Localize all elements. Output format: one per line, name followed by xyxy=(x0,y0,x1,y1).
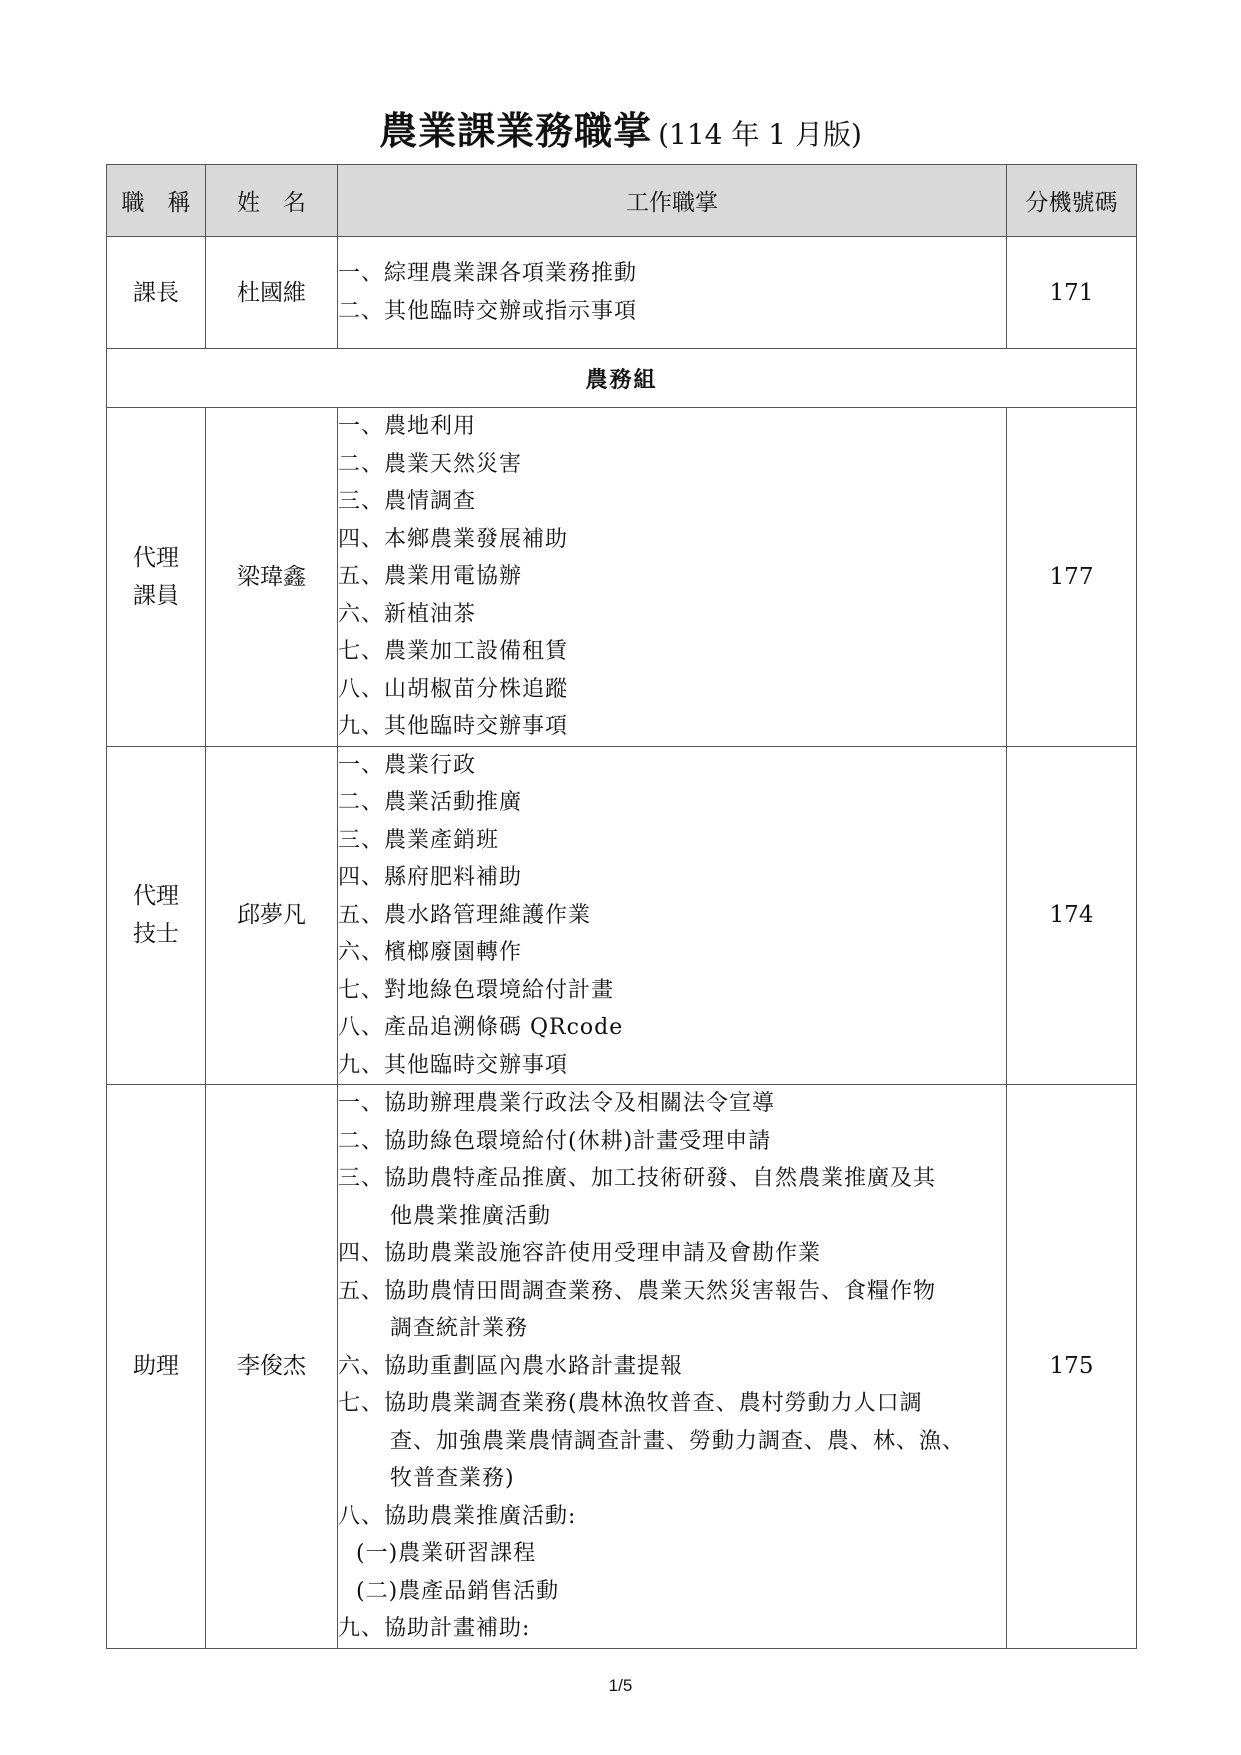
duty-item: 六、新植油茶 xyxy=(338,601,477,627)
duty-item: 五、協助農情田間調查業務、農業天然災害報告、食糧作物 xyxy=(338,1278,937,1304)
job-title-line: 助理 xyxy=(133,1353,179,1380)
job-title-line: 代理 xyxy=(133,883,179,910)
duty-item: 八、產品追溯條碼 QRcode xyxy=(338,1015,624,1040)
header-extension: 分機號碼 xyxy=(1007,165,1137,237)
duty-item: 八、山胡椒苗分株追蹤 xyxy=(338,676,569,702)
staff-name: 邱夢凡 xyxy=(206,746,338,1085)
duty-item: 三、農情調查 xyxy=(338,489,477,514)
duty-item: 他農業推廣活動 xyxy=(390,1203,552,1229)
header-duties: 工作職掌 xyxy=(338,165,1007,237)
table-row xyxy=(107,1085,1137,1649)
duty-item: 四、縣府肥料補助 xyxy=(338,865,523,890)
job-title-line: 技士 xyxy=(133,921,179,948)
duty-item: (二)農產品銷售活動 xyxy=(356,1578,560,1604)
duty-item: 四、本鄉農業發展補助 xyxy=(338,526,569,552)
header-row xyxy=(107,165,1137,237)
header-name: 姓 名 xyxy=(206,165,338,237)
title-main: 農業課業務職掌 xyxy=(379,108,653,153)
duty-item: 查、加強農業農情調查計畫、勞動力調查、農、林、漁、 xyxy=(390,1428,966,1454)
job-title-cell xyxy=(107,237,206,349)
duty-item: 二、協助綠色環境給付(休耕)計畫受理申請 xyxy=(338,1128,772,1154)
duty-item: 六、檳榔廢園轉作 xyxy=(338,940,523,965)
job-title-cell xyxy=(107,408,206,747)
duty-item: 三、農業產銷班 xyxy=(338,827,500,853)
duty-item: 三、協助農特產品推廣、加工技術研發、自然農業推廣及其 xyxy=(338,1166,937,1191)
duty-item: 二、農業天然災害 xyxy=(338,451,523,477)
duty-item: 九、其他臨時交辦事項 xyxy=(338,1052,569,1078)
job-title-line: 課員 xyxy=(133,582,179,609)
table-row xyxy=(107,746,1137,1085)
duty-item: 九、協助計畫補助: xyxy=(338,1616,531,1641)
job-title-line: 代理 xyxy=(133,544,179,571)
group-row xyxy=(107,349,1137,408)
duty-item: 七、對地綠色環境給付計畫 xyxy=(338,977,615,1003)
duty-item: 九、其他臨時交辦事項 xyxy=(338,714,569,739)
extension-number: 175 xyxy=(1007,1085,1137,1649)
title-version: (114 年 1 月版) xyxy=(658,118,862,151)
duty-item: 調查統計業務 xyxy=(390,1316,529,1341)
duty-item: 二、其他臨時交辦或指示事項 xyxy=(338,298,638,324)
duties-cell xyxy=(338,1085,1007,1649)
header-title: 職 稱 xyxy=(107,165,206,237)
group-label: 農務組 xyxy=(107,349,1137,408)
duty-item: 五、農業用電協辦 xyxy=(338,564,523,589)
duties-cell xyxy=(338,408,1007,747)
staff-name: 杜國維 xyxy=(206,237,338,349)
table-row xyxy=(107,408,1137,747)
duty-item: 牧普查業務) xyxy=(390,1466,515,1491)
duty-table xyxy=(106,164,1137,1649)
duty-item: (一)農業研習課程 xyxy=(356,1541,537,1566)
duty-item: 一、綜理農業課各項業務推動 xyxy=(338,261,638,286)
duty-item: 五、農水路管理維護作業 xyxy=(338,902,592,928)
duty-item: 六、協助重劃區內農水路計畫提報 xyxy=(338,1353,684,1379)
duty-item: 八、協助農業推廣活動: xyxy=(338,1503,577,1529)
duty-item: 七、協助農業調查業務(農林漁牧普查、農村勞動力人口調 xyxy=(338,1391,923,1416)
duty-item: 一、農業行政 xyxy=(338,752,477,778)
job-title-cell xyxy=(107,746,206,1085)
duty-item: 四、協助農業設施容許使用受理申請及會勘作業 xyxy=(338,1241,822,1266)
job-title-line: 課長 xyxy=(133,279,179,306)
duty-item: 七、農業加工設備租賃 xyxy=(338,639,569,664)
duties-cell xyxy=(338,746,1007,1085)
duty-item: 一、農地利用 xyxy=(338,414,477,439)
extension-number: 177 xyxy=(1007,408,1137,747)
page-number: 1/5 xyxy=(608,1676,633,1695)
duty-item: 二、農業活動推廣 xyxy=(338,790,523,815)
duties-cell xyxy=(338,237,1007,349)
extension-number: 171 xyxy=(1007,237,1137,349)
staff-name: 李俊杰 xyxy=(206,1085,338,1649)
document-title xyxy=(0,100,1241,155)
staff-name: 梁瑋鑫 xyxy=(206,408,338,747)
table-row xyxy=(107,237,1137,349)
job-title-cell xyxy=(107,1085,206,1649)
extension-number: 174 xyxy=(1007,746,1137,1085)
duty-item: 一、協助辦理農業行政法令及相關法令宣導 xyxy=(338,1091,776,1116)
